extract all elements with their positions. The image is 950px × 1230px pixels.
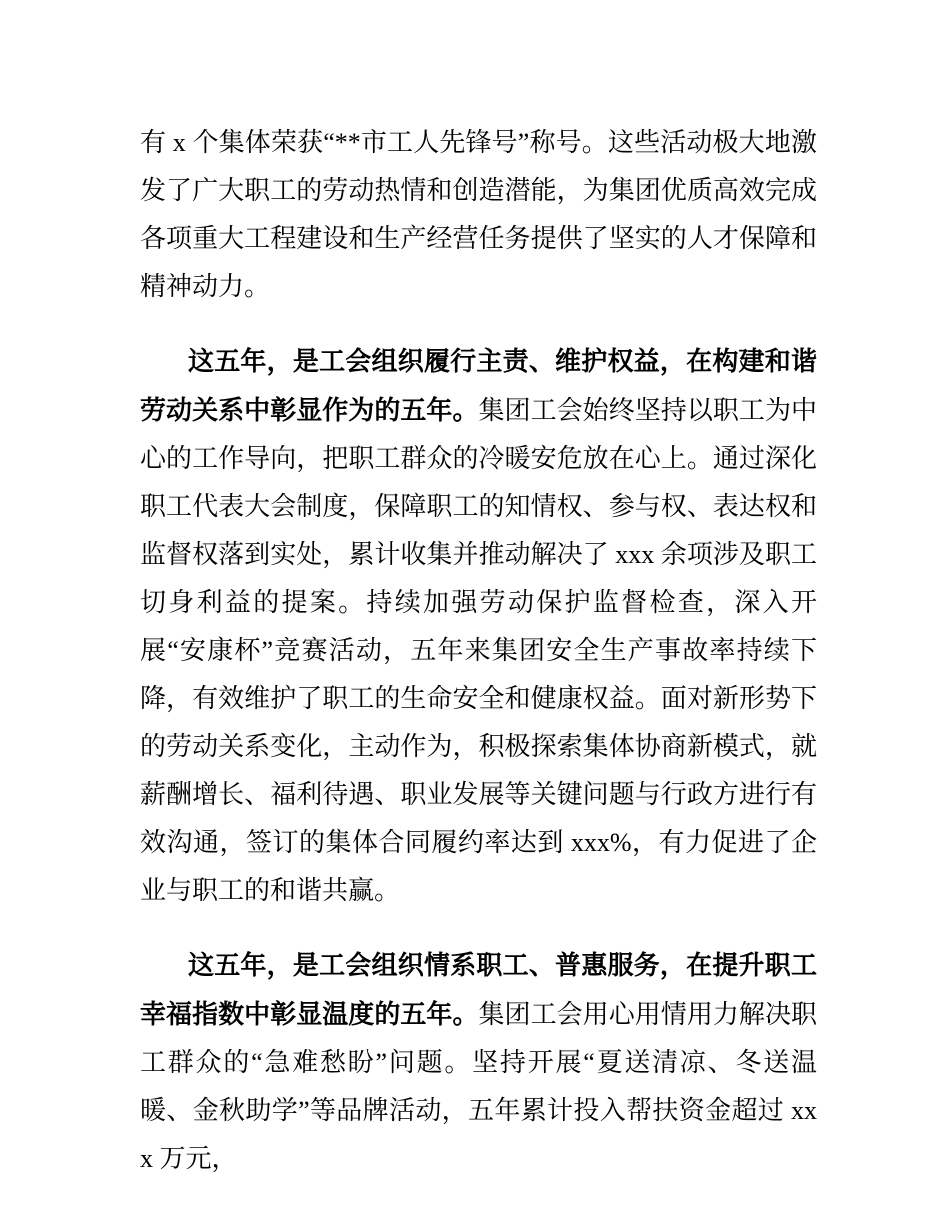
paragraph-3-text: 集团工会用心用情用力解决职工群众的“急难愁盼”问题。坚持开展“夏送清凉、冬送温暖、金秋助学”等品牌活动，五年累计投入帮扶资金超过 xxx 万元， — [140, 1000, 817, 1173]
paragraph-3-lead-bold: 这五年，是工会组织情系职工、普惠服务，在提升职工幸福指数中彰显温度的五年。 — [140, 950, 817, 1029]
paragraph-2-text: 集团工会始终坚持以职工为中心的工作导向，把职工群众的冷暖安危放在心上。通过深化职工代表大会制度，保障职工的知情权、参与权、表达权和监督权落到实处，累计收集并推动解决了 xxx 余项涉及职工切身利益的提案。持续加强劳动保护监督检查，深入开展“安康杯”竞赛活动，五年来集团安全生产事故率持续下降，有效维护了职工的生命安全和健康权益。面对新形势下的劳动关系变化，主动作为，积极探索集体协商新模式，就薪酬增长、福利待遇、职业发展等关键问题与行政方进行有效沟通，签订的集体合同履约率达到 xxx%，有力促进了企业与职工的和谐共赢。 — [140, 396, 817, 905]
document-body — [140, 119, 817, 1209]
paragraph-1-text: 有 x 个集体荣获“**市工人先锋号”称号。这些活动极大地激发了广大职工的劳动热情和创造潜能，为集团优质高效完成各项重大工程建设和生产经营任务提供了坚实的人才保障和精神动力。 — [140, 128, 817, 301]
paragraph-2-lead-bold: 这五年，是工会组织履行主责、维护权益，在构建和谐劳动关系中彰显作为的五年。 — [140, 346, 817, 425]
paragraph-3 — [140, 941, 817, 1183]
paragraph-2 — [140, 337, 817, 915]
paragraph-1 — [140, 119, 817, 311]
